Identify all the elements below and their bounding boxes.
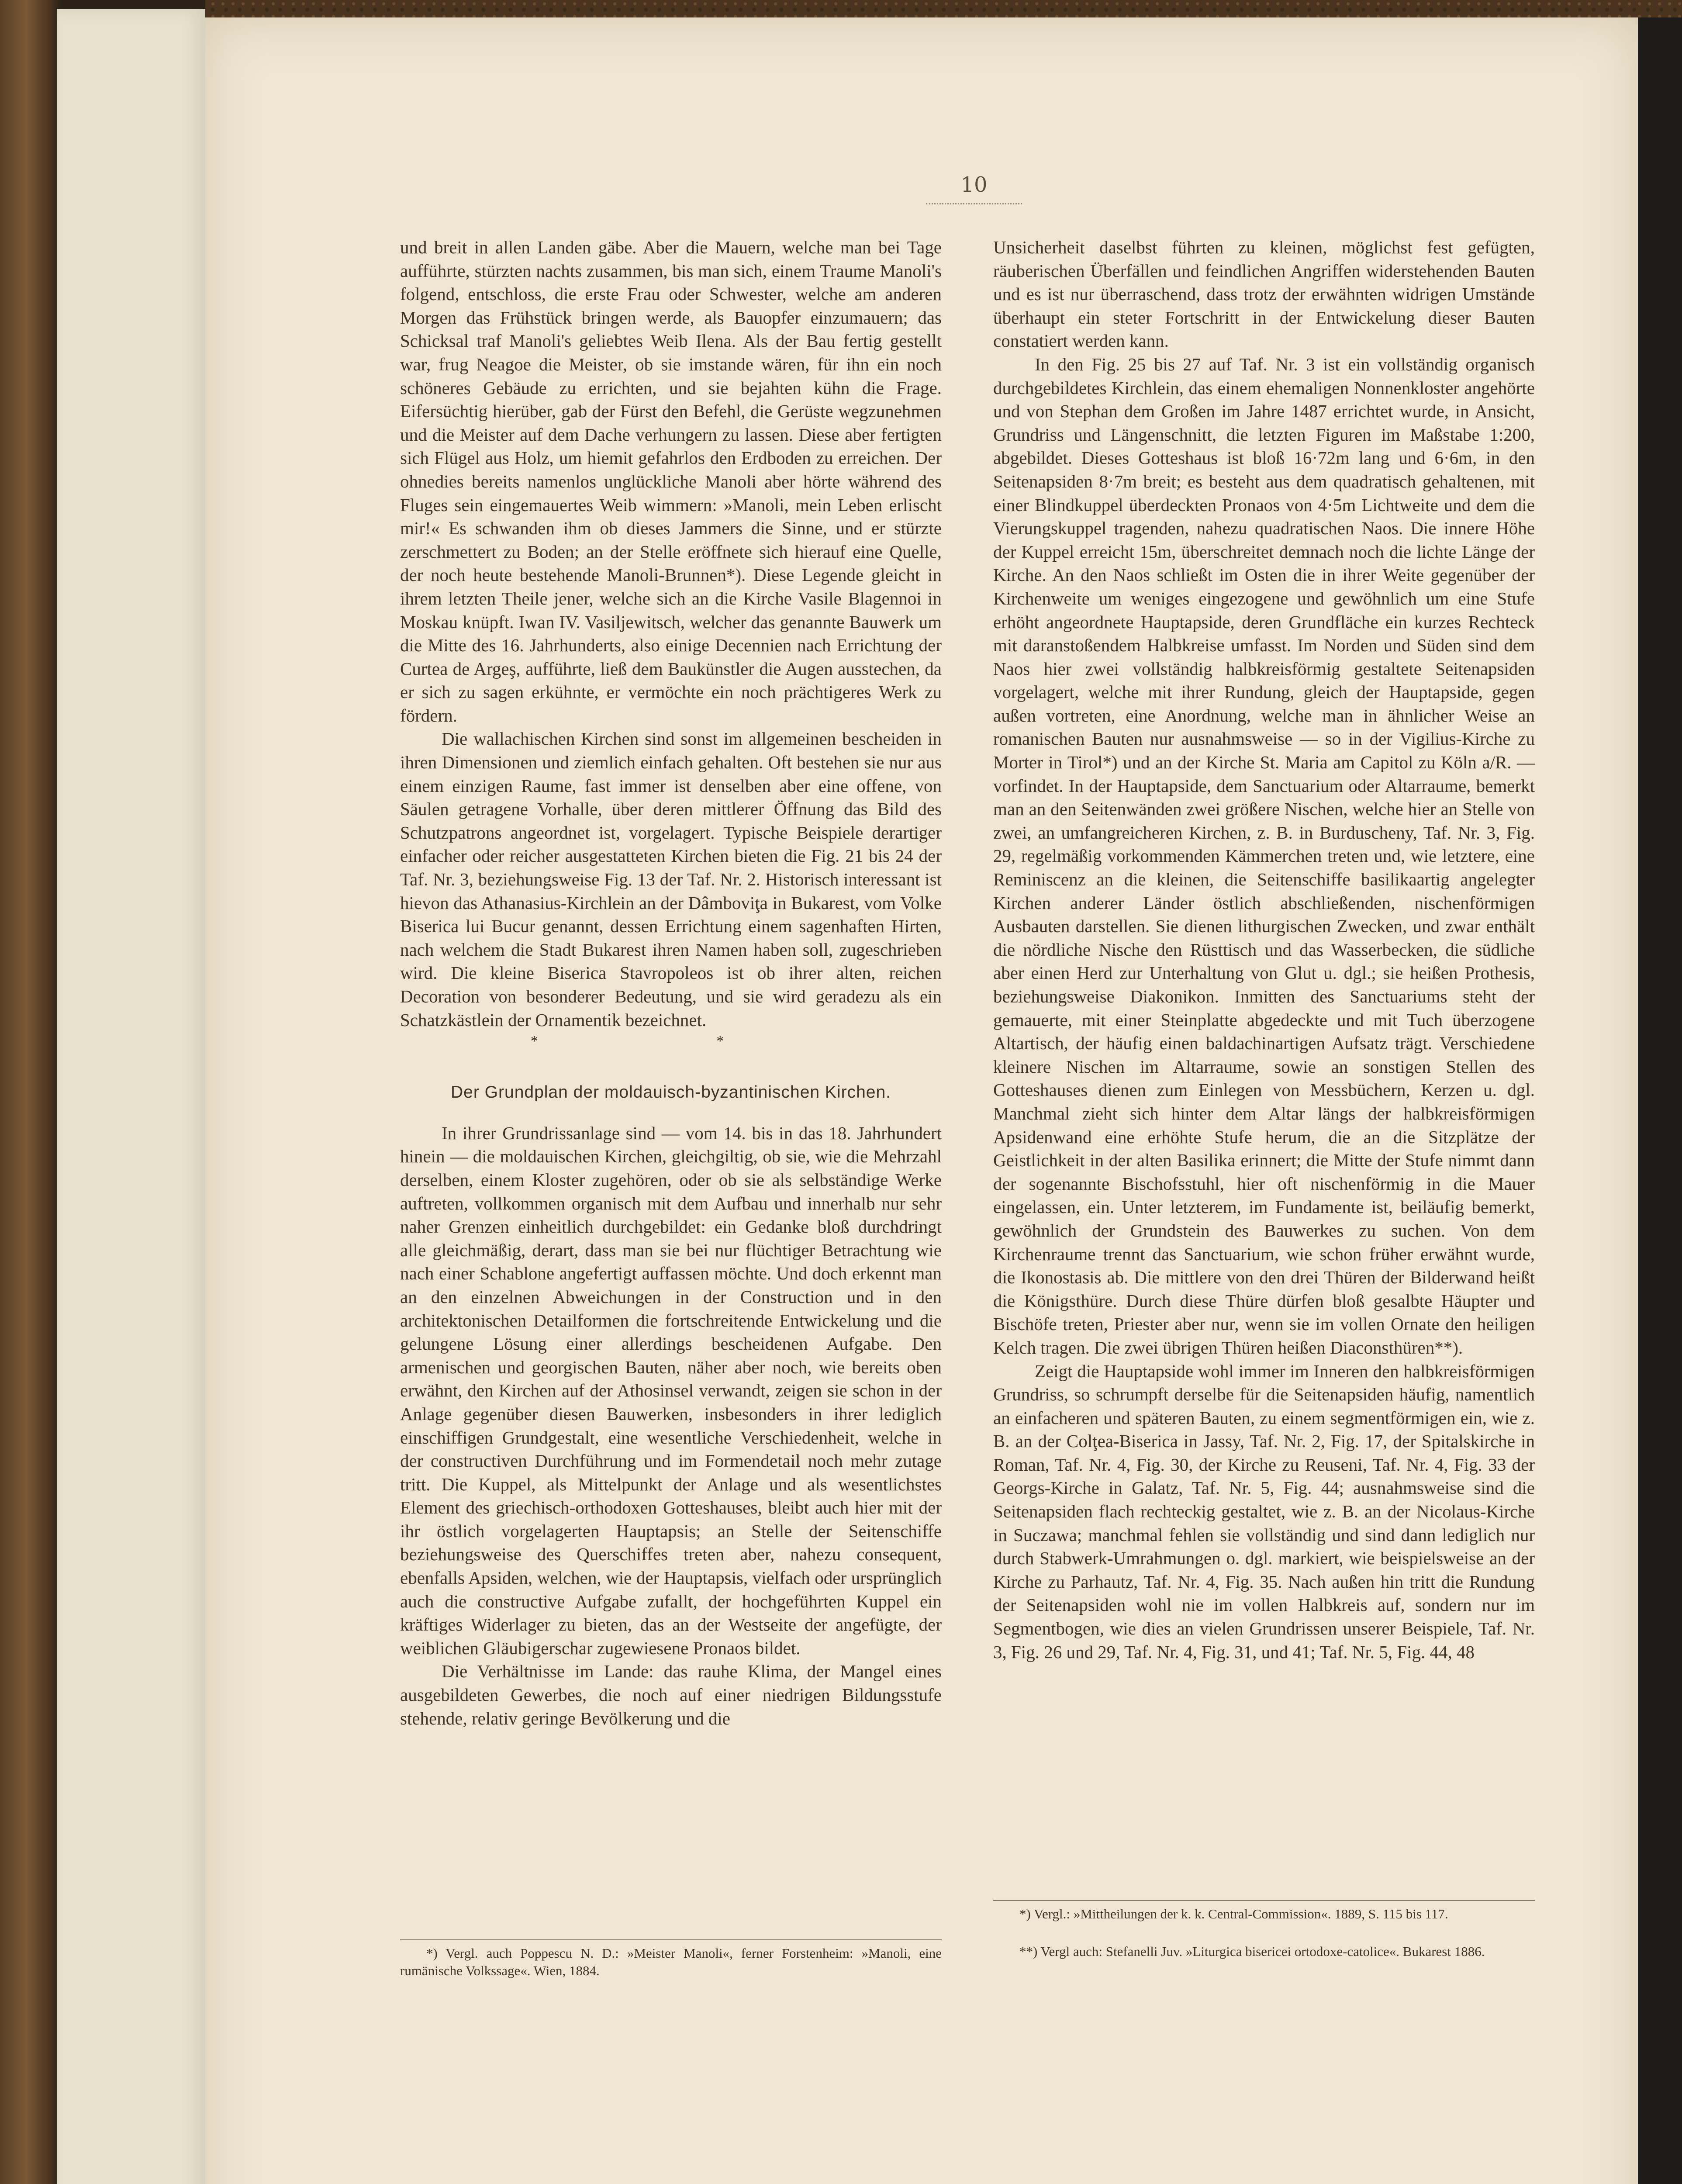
right-paragraph-2: In den Fig. 25 bis 27 auf Taf. Nr. 3 ist ein vollständig organisch durchgebildetes Kirchlein, das einem ehemaligen Nonnenkloster angehörte und von Stephan dem Großen im Jahre 1487 errichtet wurde, in Ansicht, Grundriss und Längenschnitt, die letzten Figuren im Maßstabe 1:200, abgebildet. Dieses Gotteshaus ist bloß 16·72m lang und 6·6m, in den Seitenapsiden 8·7m breit; es besteht aus dem quadratisch gehaltenen, mit einer Blindkuppel überdeckten Pronaos von 4·5m Lichtweite und dem die Vierungskuppel tragenden, nahezu quadratischen Naos. Die innere Höhe der Kuppel erreicht 15m, überschreitet demnach noch die lichte Länge der Kirche. An den Naos schließt im Osten die in ihrer Weite gegenüber der Kirchenweite um weniges eingezogene und gewöhnlich um eine Stufe erhöht angeordnete Hauptapside, deren Grundfläche ein kurzes Rechteck mit daranstoßendem Halbkreise umfasst. Im Norden und Süden sind dem Naos hier zwei vollständig halbkreisförmig gestaltete Seitenapsiden vorgelagert, welche mit ihrer Rundung, gleich der Hauptapside, gegen außen vortreten, eine Anordnung, welche man in ähnlicher Weise an romanischen Bauten nur ausnahmsweise — so in der Vigilius-Kirche zu Morter in Tirol*) und an der Kirche St. Maria am Capitol zu Köln a/R. — vorfindet. In der Hauptapside, dem Sanctuarium oder Altarraume, bemerkt man an den Seitenwänden zwei größere Nischen, welche hier an Stelle von zwei, an umfangreicheren Kirchen, z. B. in Burduscheny, Taf. Nr. 3, Fig. 29, regelmäßig vorkommenden Kämmerchen treten und, wie letztere, eine Reminiscenz an die kleinen, die Seitenschiffe basilikaartig angelegter Kirchen anderer Länder östlich abschließenden, nischenförmigen Ausbauten darstellen. Sie dienen lithurgischen Zwecken, und zwar enthält die nördliche Nische den Rüsttisch und das Wasserbecken, die südliche aber einen Herd zur Unterhaltung von Glut u. dgl.; sie heißen Prothesis, beziehungsweise Diakonikon. Inmitten des Sanctuariums steht der gemauerte, mit einer Steinplatte abgedeckte und mit Tuch überzogene Altartisch, der häufig einen baldachinartigen Aufsatz trägt. Verschiedene kleinere Nischen im Altarraume, sowie an sonstigen Stellen des Gotteshauses dienen zum Einlegen von Messbüchern, Kerzen u. dgl. Manchmal zieht sich hinter dem Altar längs der halbkreisförmigen Apsidenwand eine erhöhte Stufe herum, die an die Sitzplätze der Geistlichkeit in der alten Basilika erinnert; die Mitte der Stufe nimmt dann der sogenannte Bischofsstuhl, hier oft nischenförmig in die Mauer eingelassen, ein. Unter letzterem, im Fundamente ist, beiläufig bemerkt, gewöhnlich der Grundstein des Bauwerkes zu suchen. Von dem Kirchenraume trennt das Sanctuarium, wie schon früher erwähnt wurde, die Ikonostasis ab. Die mittlere von den drei Thüren der Bilderwand heißt die Königsthüre. Durch diese Thüre dürfen bloß gesalbte Häupter und Bischöfe treten, Priester aber nur, wenn sie im vollen Ornate den heiligen Kelch tragen. Die zwei übrigen Thüren heißen Diaconsthüren**). xyxy=(993,354,1535,1358)
right-paragraph-3: Zeigt die Hauptapside wohl immer im Inneren den halbkreisförmigen Grundriss, so schrumpft derselbe für die Seitenapsiden häufig, namentlich an einfacheren und späteren Bauten, zu einem segmentförmigen ein, wie z. B. an der Colţea-Biserica in Jassy, Taf. Nr. 2, Fig. 17, der Spitalskirche in Roman, Taf. Nr. 4, Fig. 30, der Kirche zu Reuseni, Taf. Nr. 4, Fig. 33 der Georgs-Kirche in Galatz, Taf. Nr. 5, Fig. 44; ausnahmsweise sind die Seitenapsiden flach rechteckig gestaltet, wie z. B. an der Nicolaus-Kirche in Suczawa; manchmal fehlen sie vollständig und sind dann lediglich nur durch Stabwerk-Umrahmungen o. dgl. markiert, wie beispielsweise an der Kirche zu Parhautz, Taf. Nr. 4, Fig. 35. Nach außen hin tritt die Rundung der Seitenapsiden wohl nie im vollen Halbkreis auf, sondern nur im Segmentbogen, wie dies an vielen Grundrissen unserer Beispiele, Taf. Nr. 3, Fig. 26 und 29, Taf. Nr. 4, Fig. 31, und 41; Taf. Nr. 5, Fig. 44, 48 xyxy=(993,1361,1535,1662)
left-footnote-rule xyxy=(400,1939,942,1940)
right-footnote-rule xyxy=(993,1900,1535,1901)
page-number-ornament xyxy=(926,203,1022,204)
left-paragraph-2: Die wallachischen Kirchen sind sonst im allgemeinen bescheiden in ihren Dimensionen und ziemlich einfach gehalten. Oft bestehen sie nur aus einem einzigen Raume, fast immer ist denselben aber eine offene, von Säulen getragene Vorhalle, über deren mittlerer Öffnung das Bild des Schutzpatrons angeordnet ist, vorgelagert. Typische Beispiele derartiger einfacher oder reicher ausgestatteten Kirchen bieten die Fig. 21 bis 24 der Taf. Nr. 3, beziehungsweise Fig. 13 der Taf. Nr. 2. Historisch interessant ist hievon das Athanasius-Kirchlein an der Dâmboviţa in Bukarest, vom Volke Biserica lui Bucur genannt, dessen Errichtung einem sagenhaften Hirten, nach welchem die Stadt Bukarest ihren Namen haben soll, zugeschrieben wird. Die kleine Biserica Stavropoleos ist ob ihrer alten, reichen Decoration von besonderer Bedeutung, und sie wird geradezu als ein Schatzkästlein der Ornamentik bezeichnet. xyxy=(400,729,942,1030)
right-footnote-2: **) Vergl auch: Stefanelli Juv. »Liturgica bisericei ortodoxe-catolice«. Bukarest 1886. xyxy=(1019,1944,1485,1959)
left-paragraph-1: und breit in allen Landen gäbe. Aber die Mauern, welche man bei Tage aufführte, stürzten nachts zusammen, bis man sich, einem Traume Manoli's folgend, entschloss, die erste Frau oder Schwester, welche am anderen Morgen das Frühstück bringen werde, als Bauopfer einzumauern; das Schicksal traf Manoli's geliebtes Weib Ilena. Als der Bau fertig gestellt war, frug Neagoe die Meister, ob sie imstande wären, für ihn ein noch schöneres Gebäude zu errichten, und sie bejahten kühn die Frage. Eifersüchtig hierüber, gab der Fürst den Befehl, die Gerüste wegzunehmen und die Meister auf dem Dache verhungern zu lassen. Diese aber fertigten sich Flügel aus Holz, um hiemit gefahrlos den Erdboden zu erreichen. Der ohnedies bereits namenlos unglückliche Manoli aber hörte während des Fluges sein eingemauertes Weib wimmern: »Manoli, mein Leben erlischt mir!« Es schwanden ihm ob dieses Jammers die Sinne, und er stürzte zerschmettert zu Boden; an der Stelle eröffnete sich hierauf eine Quelle, der noch heute bestehende Manoli-Brunnen*). Diese Legende gleicht in ihrem letzten Theile jener, welche sich an die Kirche Vasile Blagennoi in Moskau knüpft. Iwan IV. Vasiljewitsch, welcher das genannte Bauwerk um die Mitte des 16. Jahrhunderts, also einige Decennien nach Errichtung der Curtea de Argeş, aufführte, ließ dem Baukünstler die Augen ausstechen, da er sich zu sagen erkühnte, er vermöchte ein noch prächtigeres Werk zu fördern. xyxy=(400,237,942,726)
dark-board-edge xyxy=(1634,17,1682,2184)
left-paragraph-3: In ihrer Grundrissanlage sind — vom 14. bis in das 18. Jahrhundert hinein — die moldauischen Kirchen, gleichgiltig, ob sie, wie die Mehrzahl derselben, einem Kloster zugehören, oder ob sie als selbständige Werke auftreten, vollkommen organisch mit dem Aufbau und innerhalb nur sehr naher Grenzen einheitlich durchgebildet: ein Gedanke bloß durchdringt alle gleichmäßig, derart, dass man sie bei nur flüchtiger Betrachtung wie nach einer Schablone angefertigt auffassen möchte. Und doch erkennt man an den einzelnen Abweichungen in der Construction und in den architektonischen Detailformen die fortschreitende Entwickelung und die gelungene Lösung einer allerdings bescheidenen Aufgabe. Den armenischen und georgischen Bauten, näher aber noch, wie bereits oben erwähnt, den Kirchen auf der Athosinsel verwandt, zeigen sie schon in der Anlage gegenüber diesen Bauwerken, insbesonders in ihrer lediglich einschiffigen Grundgestalt, eine wesentliche Verschiedenheit, welche in der constructiven Durchführung und im Formendetail noch mehr zutage tritt. Die Kuppel, als Mittelpunkt der Anlage und als wesentlichstes Element des griechisch-orthodoxen Gotteshauses, bleibt auch hier mit der ihr östlich vorgelagerten Hauptapsis; an Stelle der Seitenschiffe beziehungsweise des Querschiffes treten aber, nahezu consequent, ebenfalls Apsiden, welchen, wie der Hauptapsis, vielfach oder ursprünglich auch die constructive Aufgabe zufallt, der hochgeführten Kuppel ein kräftiges Widerlager zu bieten, das an der Westseite der angefügte, der weiblichen Gläubigerschar zugewiesene Pronaos bildet. xyxy=(400,1123,942,1658)
right-paragraph-1: Unsicherheit daselbst führten zu kleinen, möglichst fest gefügten, räuberischen Überfällen und feindlichen Angriffen widerstehenden Bauten und es ist nur überraschend, dass trotz der erwähnten widrigen Umstände überhaupt ein steter Fortschritt in der Entwickelung dieser Bauten constatiert werden kann. xyxy=(993,237,1535,351)
page-number: 10 xyxy=(960,173,988,197)
section-heading: Der Grundplan der moldauisch-byzantinischen Kirchen. xyxy=(451,1083,891,1102)
left-footnote: *) Vergl. auch Poppescu N. D.: »Meister Manoli«, ferner Forstenheim: »Manoli, eine rumänische Volkssage«. Wien, 1884. xyxy=(400,1946,942,1978)
endpaper xyxy=(57,9,205,2184)
left-paragraph-4: Die Verhältnisse im Lande: das rauhe Klima, der Mangel eines ausgebildeten Gewerbes, die noch auf einer niedrigen Bildungsstufe stehende, relativ geringe Bevölkerung und die xyxy=(400,1661,942,1728)
left-column xyxy=(400,236,942,1730)
section-asterisks: * * xyxy=(530,1033,812,1050)
right-footnote-1: *) Vergl.: »Mittheilungen der k. k. Central-Commission«. 1889, S. 115 bis 117. xyxy=(1019,1906,1448,1921)
right-column xyxy=(993,236,1535,1664)
